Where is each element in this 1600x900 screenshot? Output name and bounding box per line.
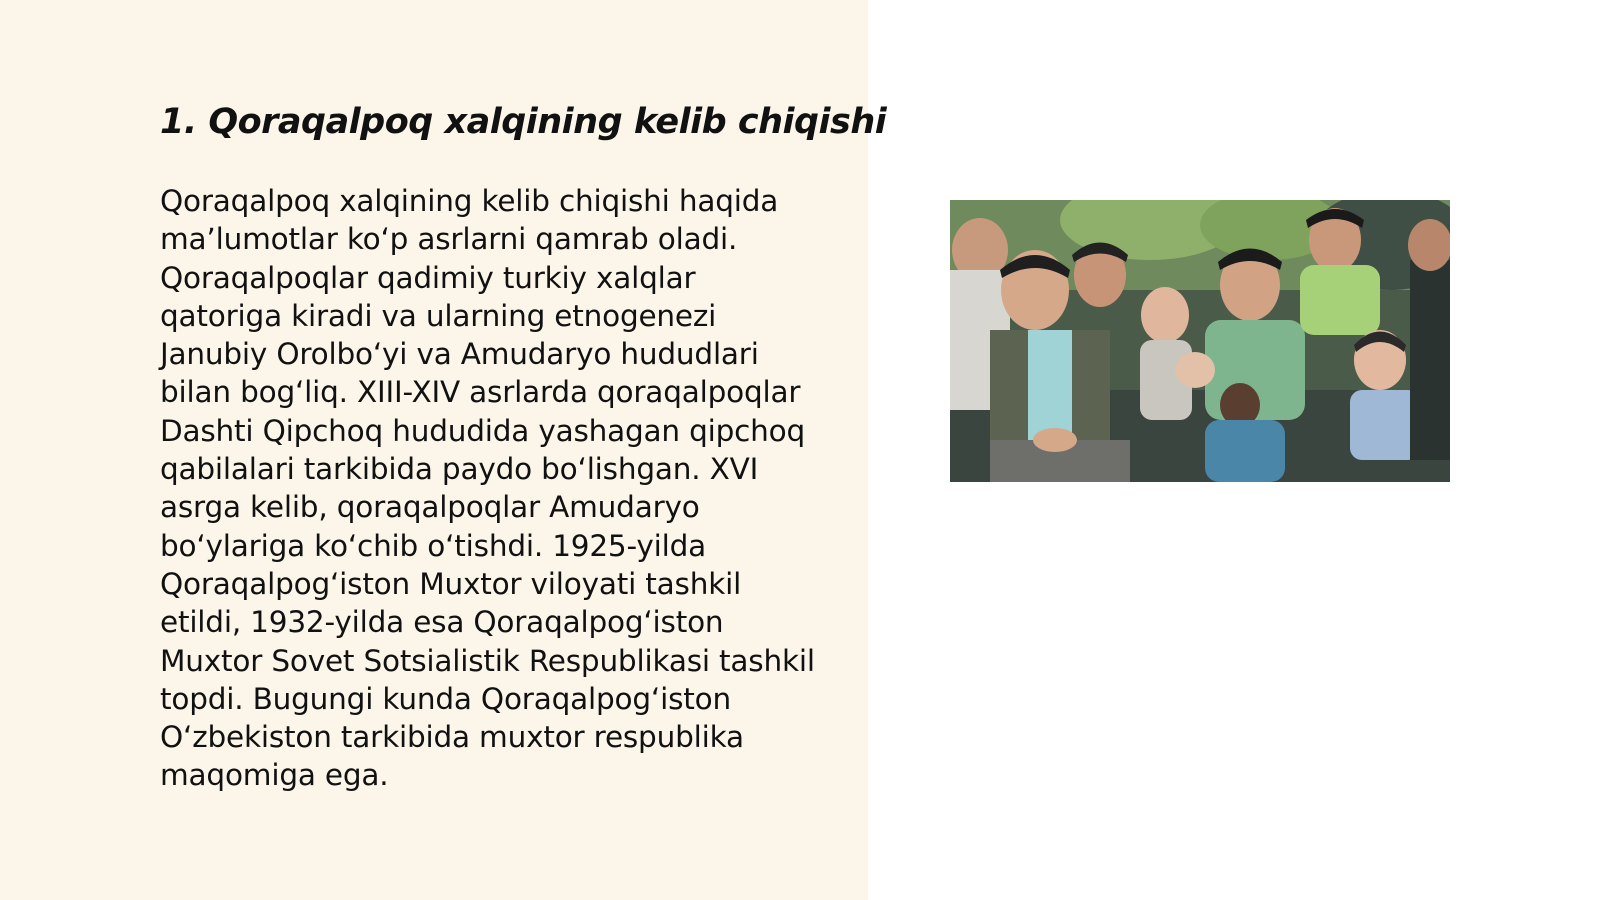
body-line: Qoraqalpog‘iston Muxtor viloyati tashkil <box>160 566 742 601</box>
body-line: Janubiy Orolbo‘yi va Amudaryo hududlari <box>160 337 759 372</box>
body-line: maqomiga ega. <box>160 758 389 793</box>
body-line: asrga kelib, qoraqalpoqlar Amudaryo <box>160 490 700 525</box>
body-line: qabilalari tarkibida paydo bo‘lishgan. XVI <box>160 452 759 487</box>
body-line: O‘zbekiston tarkibida muxtor respublika <box>160 720 744 755</box>
body-line: topdi. Bugungi kunda Qoraqalpog‘iston <box>160 681 731 716</box>
body-line: ma’lumotlar ko‘p asrlarni qamrab oladi. <box>160 222 738 257</box>
body-line: Qoraqalpoqlar qadimiy turkiy xalqlar <box>160 260 696 295</box>
body-line: etildi, 1932-yilda esa Qoraqalpog‘iston <box>160 605 724 640</box>
photo-illustration <box>950 200 1450 482</box>
body-line: bo‘ylariga ko‘chib o‘tishdi. 1925-yilda <box>160 528 707 563</box>
body-line: bilan bog‘liq. XIII-XIV asrlarda qoraqalpoqlar <box>160 375 801 410</box>
body-line: Dashti Qipchoq hududida yashagan qipchoq <box>160 413 806 448</box>
slide-title: 1. Qoraqalpoq xalqining kelib chiqishi <box>160 102 887 142</box>
body-line: Qoraqalpoq xalqining kelib chiqishi haqida <box>160 184 779 218</box>
group-photo <box>950 200 1450 482</box>
body-line: qatoriga kiradi va ularning etnogenezi <box>160 298 717 333</box>
slide-body <box>160 182 850 795</box>
body-line: Muxtor Sovet Sotsialistik Respublikasi tashkil <box>160 643 815 678</box>
